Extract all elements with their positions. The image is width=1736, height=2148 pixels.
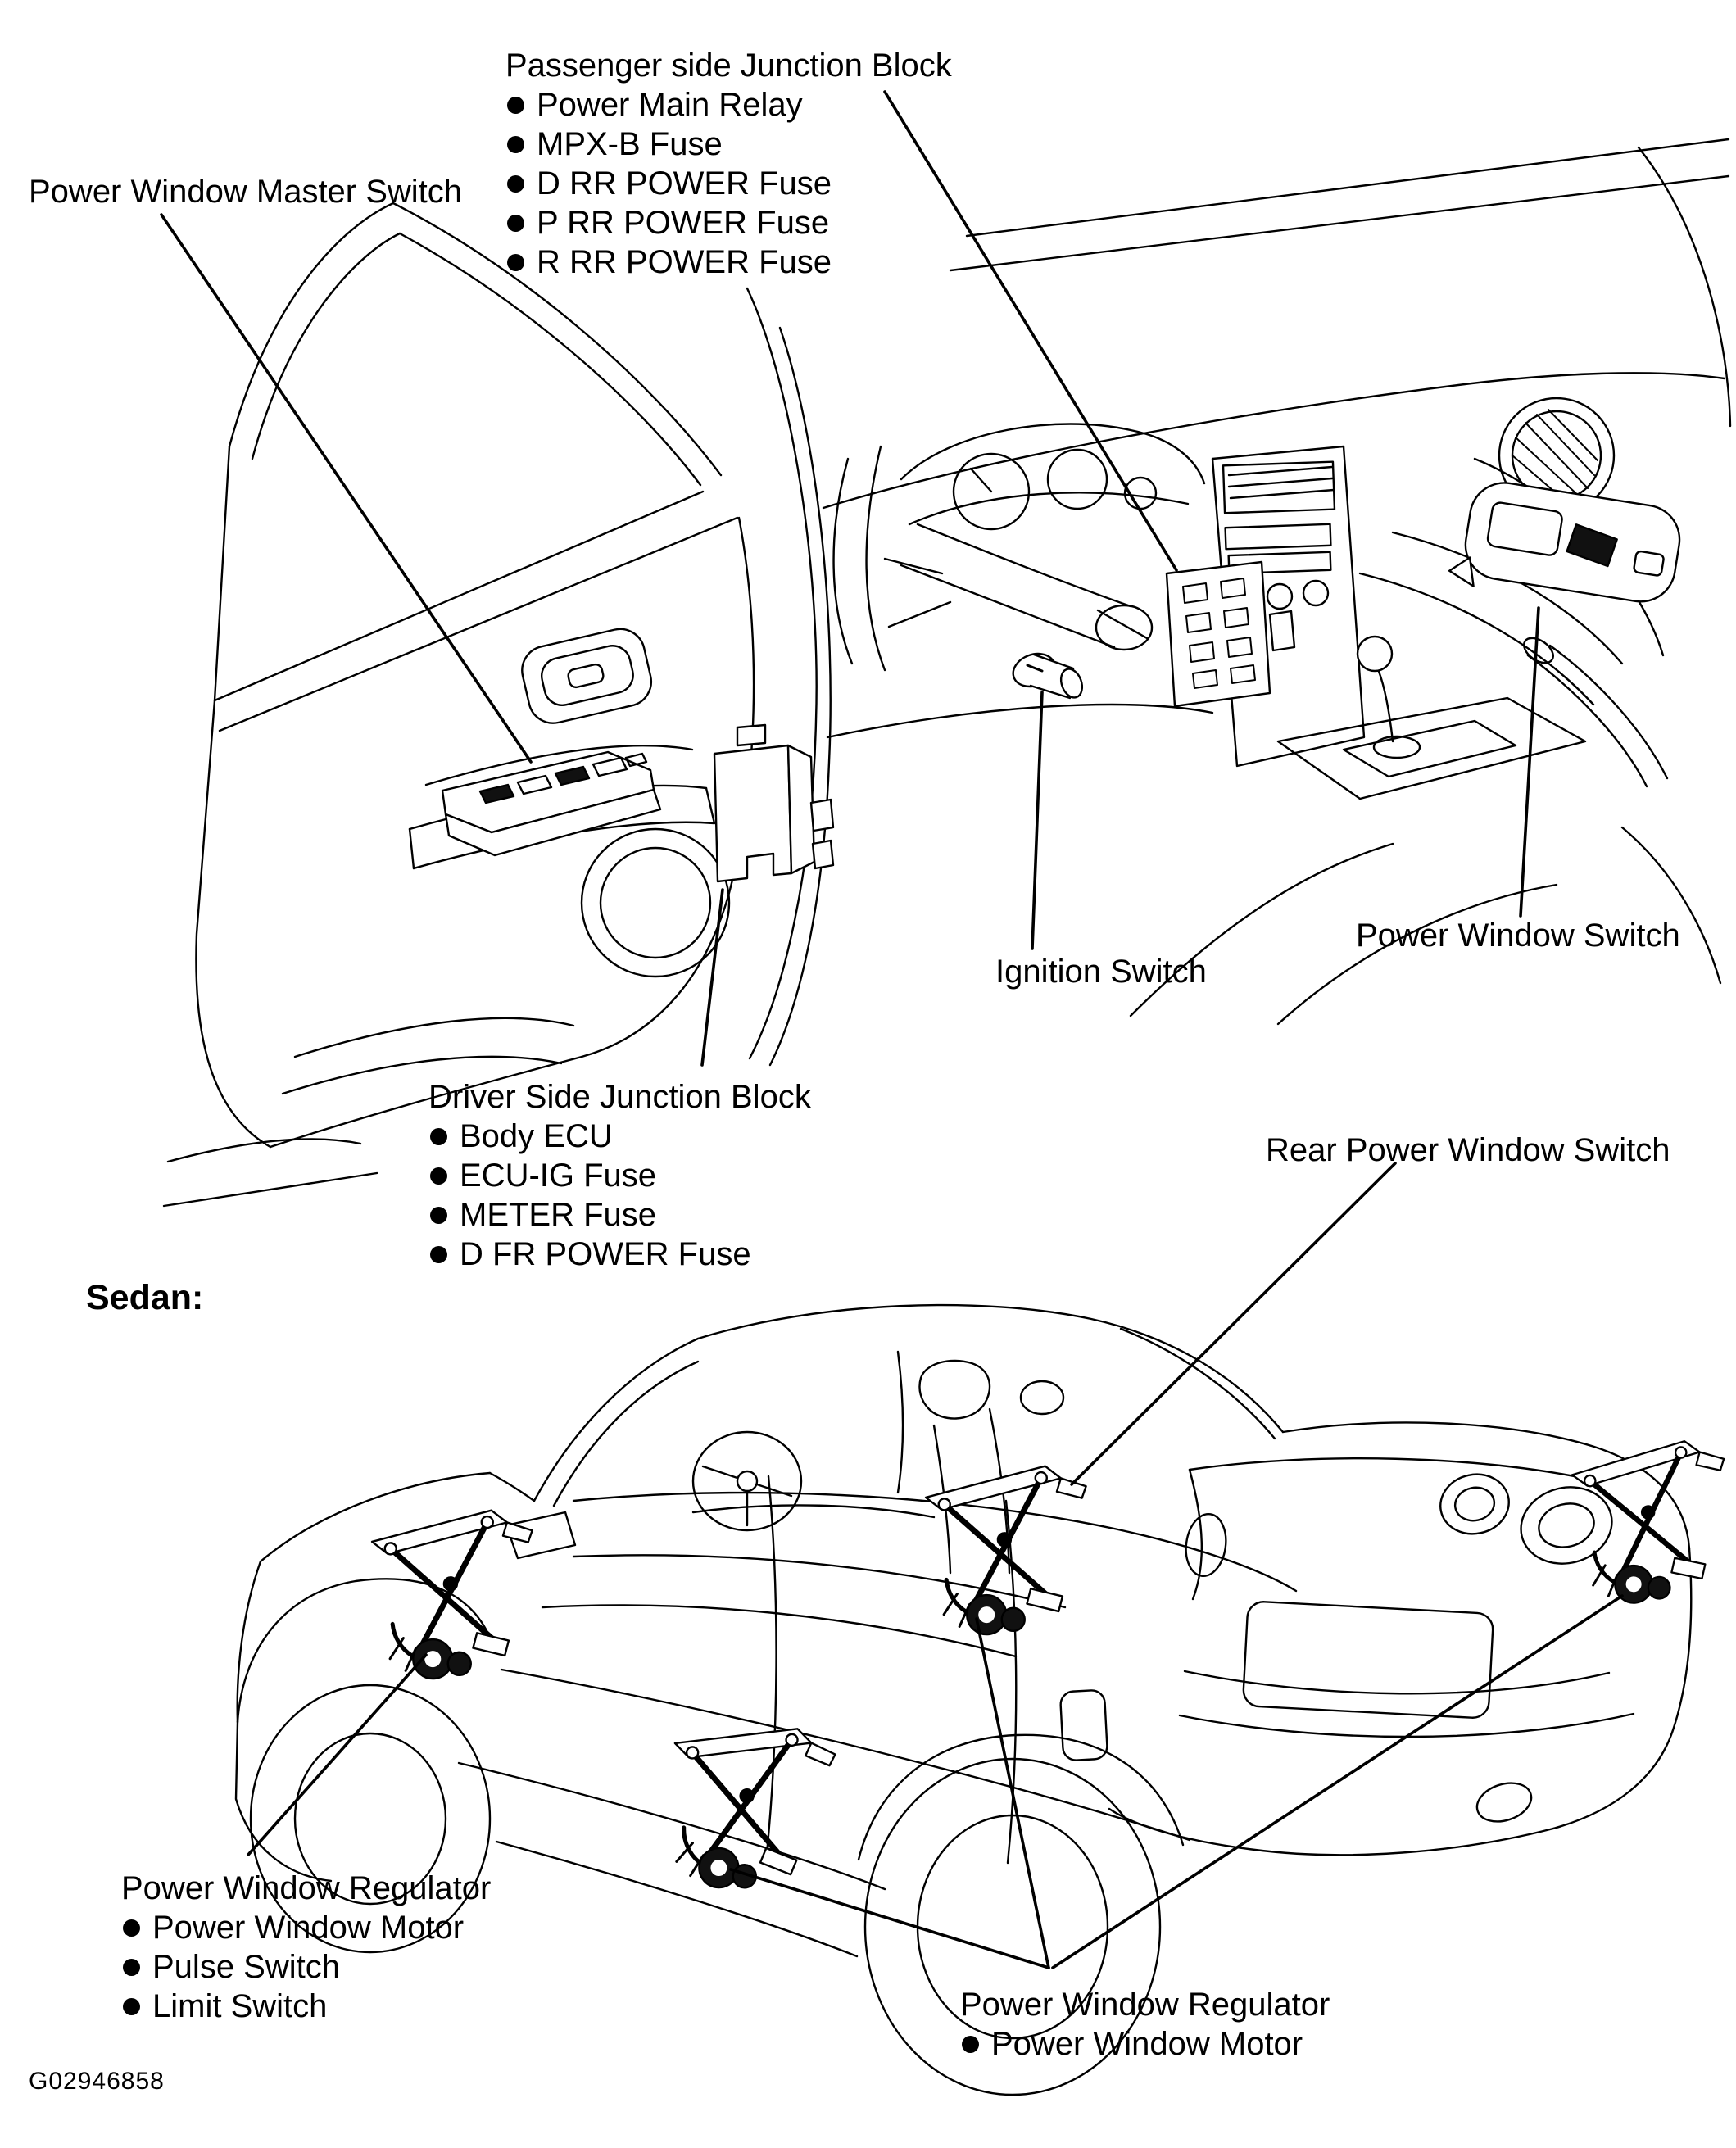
- bullet-icon: [430, 1246, 447, 1263]
- list-item: [121, 1987, 491, 2026]
- list-item: [505, 203, 952, 242]
- driver-door-illustration: [164, 203, 754, 1206]
- front-regulator-label: [121, 1869, 491, 2026]
- label-items: [505, 85, 952, 282]
- list-item: [960, 2024, 1330, 2064]
- list-item-text: METER Fuse: [460, 1197, 657, 1233]
- bullet-icon: [507, 254, 524, 271]
- bullet-icon: [507, 97, 524, 114]
- list-item-text: Pulse Switch: [152, 1949, 340, 1985]
- list-item-text: Body ECU: [460, 1118, 613, 1154]
- power-window-master-switch-label: Power Window Master Switch: [29, 174, 463, 210]
- list-item: [428, 1195, 811, 1235]
- bullet-icon: [123, 1959, 140, 1976]
- power-window-switch-illustration: [1448, 476, 1684, 617]
- label-title: Power Window Regulator: [121, 1870, 492, 1906]
- ignition-switch-illustration: [1009, 648, 1086, 700]
- list-item-text: ECU-IG Fuse: [460, 1158, 657, 1194]
- ignition-switch-label: Ignition Switch: [995, 954, 1207, 990]
- bullet-icon: [507, 215, 524, 232]
- list-item: [428, 1117, 811, 1156]
- list-item-text: Power Window Motor: [991, 2026, 1303, 2062]
- b-pillar-line: [747, 288, 817, 1058]
- power-window-switch-label: Power Window Switch: [1356, 918, 1680, 954]
- list-item: [505, 85, 952, 125]
- bullet-icon: [962, 2036, 979, 2053]
- bullet-icon: [507, 175, 524, 193]
- list-item-text: Power Main Relay: [537, 87, 803, 123]
- leader-right-side-regulator: [1053, 1596, 1622, 1968]
- list-item: [428, 1235, 811, 1274]
- figure-code: G02946858: [29, 2068, 165, 2095]
- leader-power-window-switch: [1521, 608, 1539, 916]
- label-items: [121, 1908, 491, 2026]
- list-item: [505, 242, 952, 282]
- rear-door-window-regulator-illustration: [665, 1720, 836, 1895]
- bullet-icon: [430, 1128, 447, 1145]
- list-item-text: P RR POWER Fuse: [537, 205, 830, 241]
- front-door-window-regulator-illustration: [370, 1507, 542, 1682]
- driver-junction-block-label: [428, 1077, 811, 1274]
- list-item: [505, 164, 952, 203]
- bullet-icon: [430, 1167, 447, 1185]
- sedan-section-label: Sedan:: [86, 1278, 204, 1317]
- leader-driver-junction-block: [702, 890, 723, 1065]
- list-item-text: D FR POWER Fuse: [460, 1236, 751, 1272]
- label-title: Power Window Regulator: [960, 1987, 1330, 2023]
- list-item: [428, 1156, 811, 1195]
- list-item: [505, 125, 952, 164]
- leader-front-regulator: [248, 1655, 426, 1855]
- bullet-icon: [507, 136, 524, 153]
- passenger-side-junction-block-illustration: [1167, 562, 1294, 706]
- label-title: Passenger side Junction Block: [505, 48, 952, 84]
- leader-ignition-switch: [1032, 692, 1042, 949]
- label-title: Driver Side Junction Block: [428, 1079, 811, 1115]
- label-items: [960, 2024, 1330, 2064]
- b-pillar-line-2: [770, 328, 831, 1065]
- passenger-junction-block-label: [505, 46, 952, 282]
- leader-rear-power-window-switch: [1072, 1163, 1395, 1484]
- leader-rear-door-regulator: [731, 1869, 1049, 1968]
- list-item-text: D RR POWER Fuse: [537, 165, 832, 202]
- rear-regulator-label: [960, 1985, 1330, 2064]
- list-item: [121, 1947, 491, 1987]
- list-item-text: MPX-B Fuse: [537, 126, 723, 162]
- list-item-text: Power Window Motor: [152, 1910, 465, 1946]
- bullet-icon: [123, 1998, 140, 2015]
- rear-power-window-switch-label: Rear Power Window Switch: [1266, 1132, 1670, 1168]
- bullet-icon: [123, 1919, 140, 1937]
- power-window-master-switch-illustration: [442, 752, 660, 855]
- list-item-text: R RR POWER Fuse: [537, 244, 832, 280]
- label-items: [428, 1117, 811, 1274]
- bullet-icon: [430, 1207, 447, 1224]
- list-item-text: Limit Switch: [152, 1988, 328, 2024]
- list-item: [121, 1908, 491, 1947]
